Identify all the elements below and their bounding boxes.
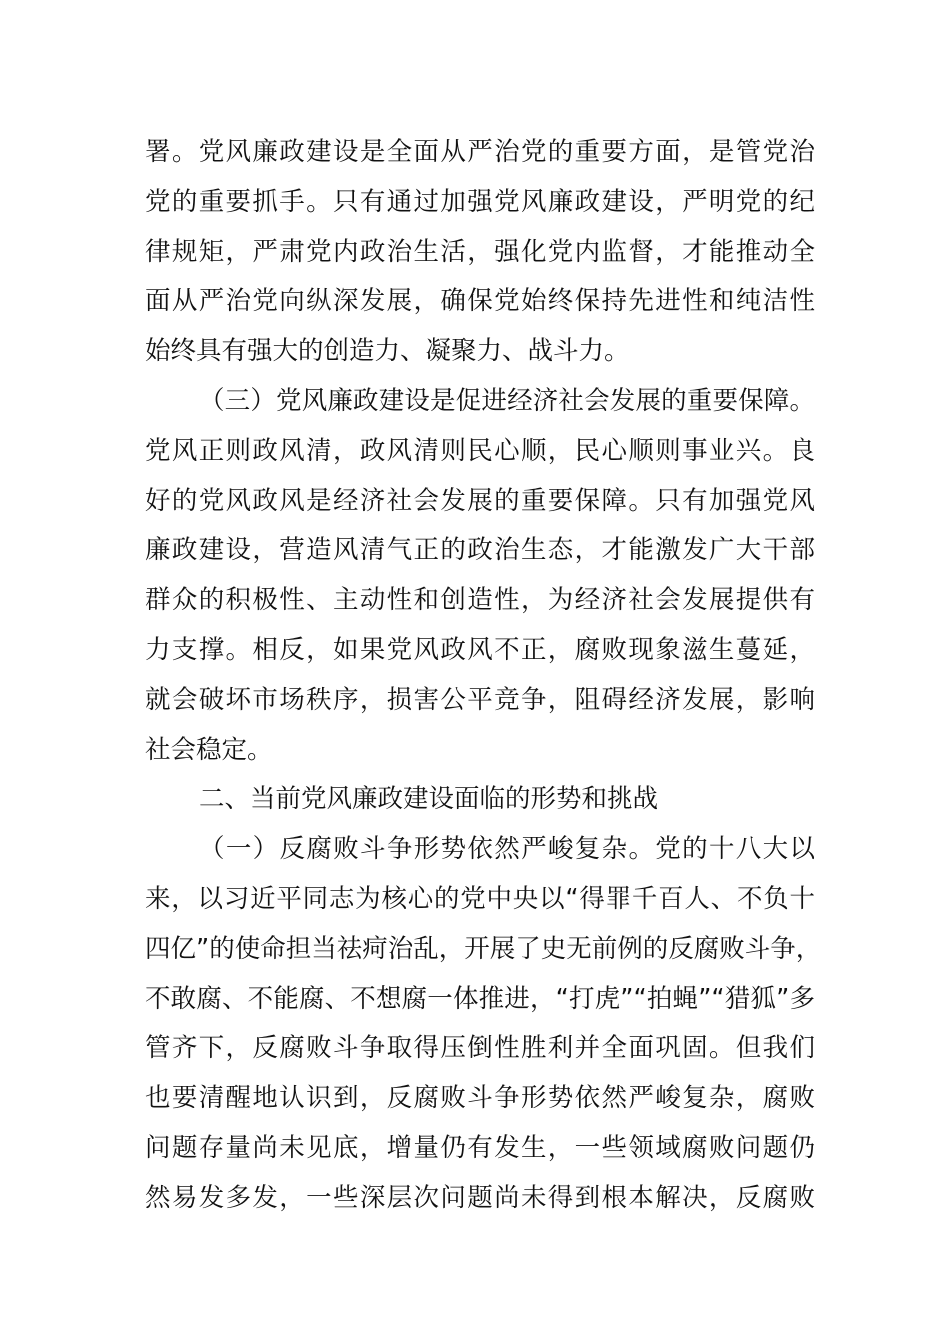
text-line: 律规矩，严肃党内政治生活，强化党内监督，才能推动全	[145, 236, 815, 267]
text-line: 力支撑。相反，如果党风政风不正，腐败现象滋生蔓延，	[145, 634, 815, 665]
text-line: 不敢腐、不能腐、不想腐一体推进，“打虎”“拍蝇”“猎狐”多	[145, 983, 815, 1014]
text-line: 四亿”的使命担当祛疴治乱，开展了史无前例的反腐败斗争，	[145, 933, 822, 964]
text-line: 廉政建设，营造风清气正的政治生态，才能激发广大干部	[145, 535, 815, 566]
section-lead-line: （三）党风廉政建设是促进经济社会发展的重要保障。	[199, 385, 815, 416]
text-line: 始终具有强大的创造力、凝聚力、战斗力。	[145, 336, 630, 367]
text-line: 就会破坏市场秩序，损害公平竞争，阻碍经济发展，影响	[145, 684, 815, 715]
text-line: 管齐下，反腐败斗争取得压倒性胜利并全面巩固。但我们	[145, 1033, 815, 1064]
text-line: 也要清醒地认识到，反腐败斗争形势依然严峻复杂，腐败	[145, 1083, 815, 1114]
text-line: 群众的积极性、主动性和创造性，为经济社会发展提供有	[145, 585, 815, 616]
body-text	[145, 128, 822, 1224]
text-line: 社会稳定。	[145, 734, 273, 765]
text-line: 然易发多发，一些深层次问题尚未得到根本解决，反腐败	[145, 1182, 815, 1213]
text-line: 来，以习近平同志为核心的党中央以“得罪千百人、不负十	[145, 883, 815, 914]
text-line: 面从严治党向纵深发展，确保党始终保持先进性和纯洁性	[145, 286, 815, 317]
section-lead-line: （一）反腐败斗争形势依然严峻复杂。党的十八大以	[199, 834, 815, 865]
text-line: 问题存量尚未见底，增量仍有发生，一些领域腐败问题仍	[145, 1132, 815, 1163]
text-line: 好的党风政风是经济社会发展的重要保障。只有加强党风	[145, 485, 815, 516]
text-line: 党的重要抓手。只有通过加强党风廉政建设，严明党的纪	[145, 186, 815, 217]
text-line: 署。党风廉政建设是全面从严治党的重要方面，是管党治	[145, 137, 815, 167]
text-line: 党风正则政风清，政风清则民心顺，民心顺则事业兴。良	[145, 435, 815, 466]
section-heading: 二、当前党风廉政建设面临的形势和挑战	[199, 784, 659, 815]
